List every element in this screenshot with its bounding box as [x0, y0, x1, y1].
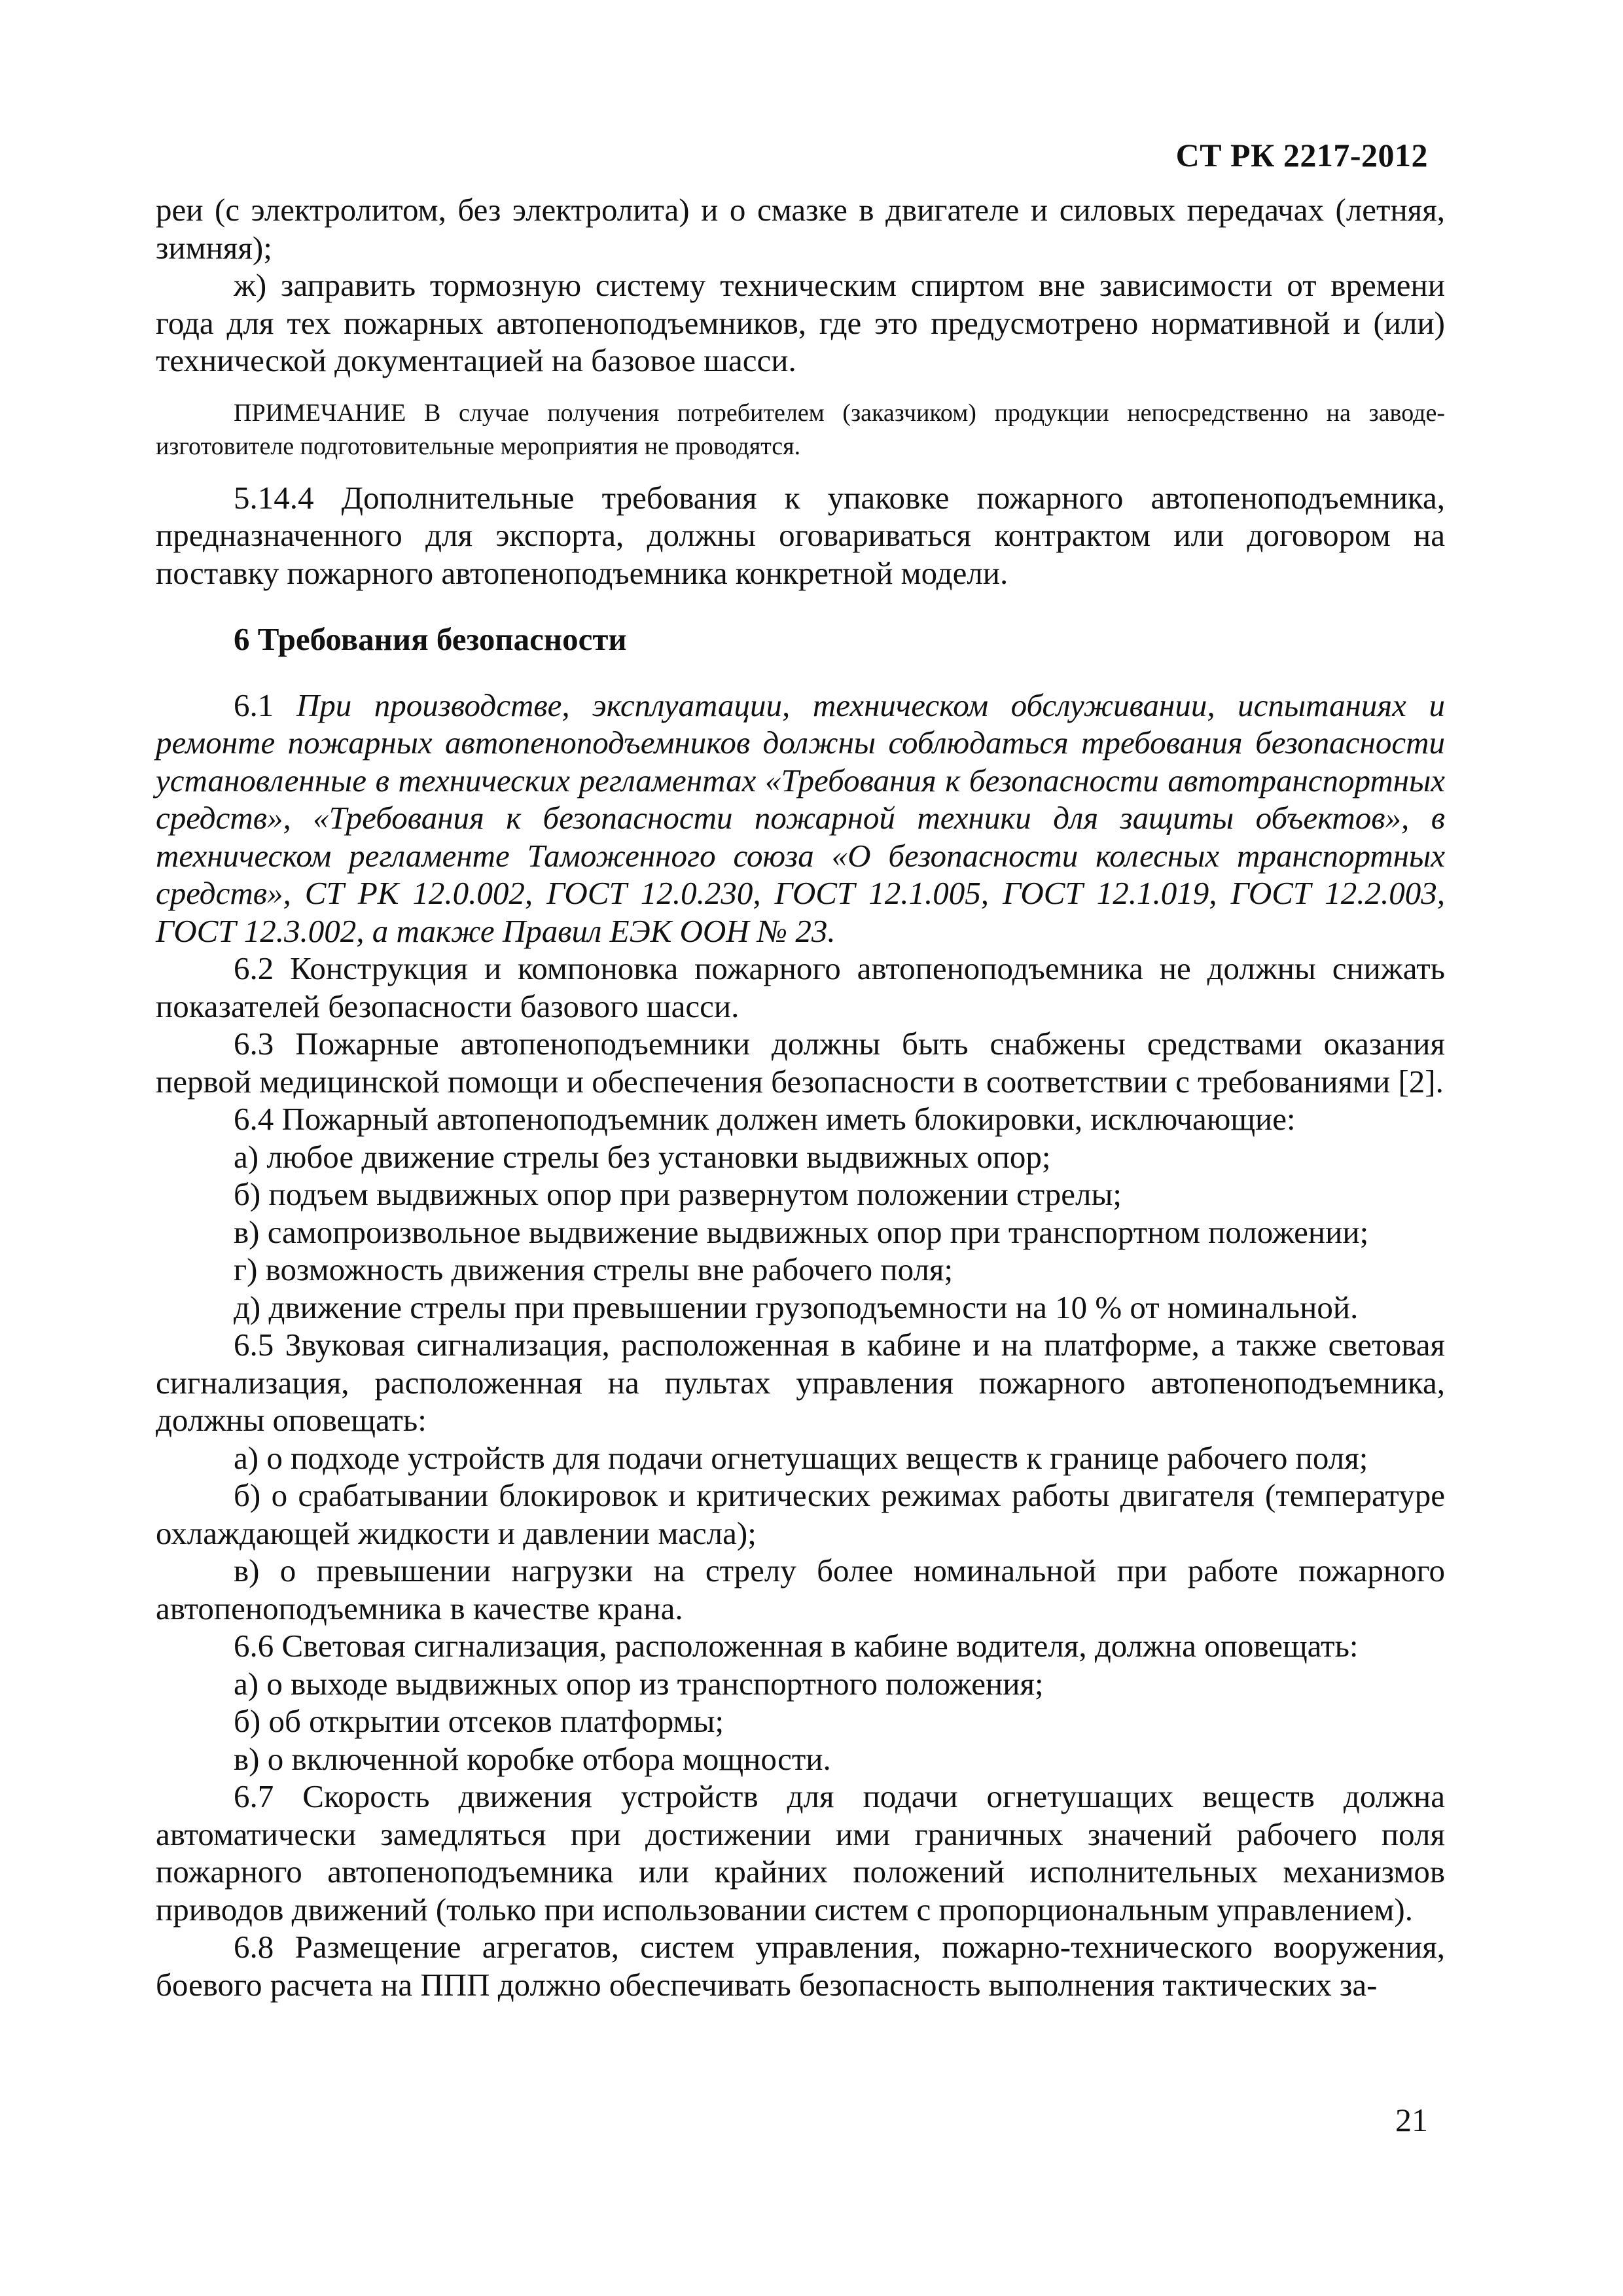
paragraph-6-1: [156, 687, 1445, 950]
list-item-6-5-a: а) о подходе устройств для подачи огнетушащих веществ к границе рабочего поля;: [234, 1439, 1368, 1476]
paragraph-5-14-4: 5.14.4 Дополнительные требования к упаковке пожарного автопеноподъемника, предназначенного для экспорта, должны оговариваться контрактом или договором на поставку пожарного автопеноподъемника конкретной модели.: [156, 479, 1445, 591]
page-number: 21: [1395, 2102, 1428, 2138]
paragraph-6-6: 6.6 Световая сигнализация, расположенная в кабине водителя, должна оповещать:: [234, 1628, 1359, 1664]
paragraph-continuation: реи (с электролитом, без электролита) и о смазке в двигателе и силовых передачах (летняя, зимняя);: [156, 192, 1445, 266]
document-body: [156, 191, 1445, 2003]
section-title-6: 6 Требования безопасности: [234, 621, 627, 657]
paragraph-6-5: 6.5 Звуковая сигнализация, расположенная в кабине и на платформе, а также световая сигнализация, расположенная на пультах управления пожарного автопеноподъемника, должны оповещать:: [156, 1327, 1445, 1438]
paragraph-6-1-text: При производстве, эксплуатации, техническом обслуживании, испытаниях и ремонте пожарных автопеноподъемников должны соблюдаться требования безопасности установленные в технических регламентах «Требования к безопасности автотранспортных средств», «Требования к безопасности пожарной техники для защиты объектов», в техническом регламенте Таможенного союза «О безопасности колесных транспортных средств», СТ РК 12.0.002, ГОСТ 12.0.230, ГОСТ 12.1.005, ГОСТ 12.1.019, ГОСТ 12.2.003, ГОСТ 12.3.002, а также Правил ЕЭК ООН № 23.: [156, 687, 1446, 949]
list-item-6-4-a: а) любое движение стрелы без установки выдвижных опор;: [234, 1138, 1051, 1175]
list-item-6-4-d: д) движение стрелы при превышении грузоподъемности на 10 % от номинальной.: [234, 1289, 1359, 1325]
list-item-6-4-v: в) самопроизвольное выдвижение выдвижных опор при транспортном положении;: [234, 1213, 1369, 1250]
paragraph-6-8: 6.8 Размещение агрегатов, систем управления, пожарно-технического вооружения, боевого расчета на ППП должно обеспечивать безопасность выполнения тактических за-: [156, 1929, 1445, 2003]
list-item-6-4-g: г) возможность движения стрелы вне рабочего поля;: [234, 1251, 954, 1287]
paragraph-6-1-number: 6.1: [234, 687, 296, 723]
list-item-zh: ж) заправить тормозную систему техническим спиртом вне зависимости от времени года для тех пожарных автопеноподъемников, где это предусмотрено нормативной и (или) технической документацией на базовое шасси.: [156, 267, 1445, 378]
paragraph-6-2: 6.2 Конструкция и компоновка пожарного автопеноподъемника не должны снижать показателей безопасности базового шасси.: [156, 950, 1445, 1024]
paragraph-6-3: 6.3 Пожарные автопеноподъемники должны быть снабжены средствами оказания первой медицинской помощи и обеспечения безопасности в соответствии с требованиями [2].: [156, 1026, 1445, 1100]
note-paragraph: ПРИМЕЧАНИЕ В случае получения потребителем (заказчиком) продукции непосредственно на заводе-изготовителе подготовительные мероприятия не проводятся.: [156, 399, 1445, 460]
list-item-6-4-b: б) подъем выдвижных опор при развернутом положении стрелы;: [234, 1176, 1122, 1212]
paragraph-6-4: 6.4 Пожарный автопеноподъемник должен иметь блокировки, исключающие:: [234, 1101, 1296, 1137]
list-item-6-5-v: в) о превышении нагрузки на стрелу более номинальной при работе пожарного автопеноподъемника в качестве крана.: [156, 1552, 1445, 1626]
paragraph-6-7: 6.7 Скорость движения устройств для подачи огнетушащих веществ должна автоматически замедляться при достижении ими граничных значений рабочего поля пожарного автопеноподъемника или крайних положений исполнительных механизмов приводов движений (только при использовании систем с пропорциональным управлением).: [156, 1778, 1445, 1928]
list-item-6-6-v: в) о включенной коробке отбора мощности.: [234, 1740, 831, 1777]
list-item-6-5-b: б) о срабатывании блокировок и критических режимах работы двигателя (температуре охлаждающей жидкости и давлении масла);: [156, 1477, 1445, 1551]
list-item-6-6-a: а) о выходе выдвижных опор из транспортного положения;: [234, 1665, 1044, 1702]
list-item-6-6-b: б) об открытии отсеков платформы;: [234, 1703, 724, 1739]
document-header-id: СТ РК 2217-2012: [1175, 137, 1428, 173]
